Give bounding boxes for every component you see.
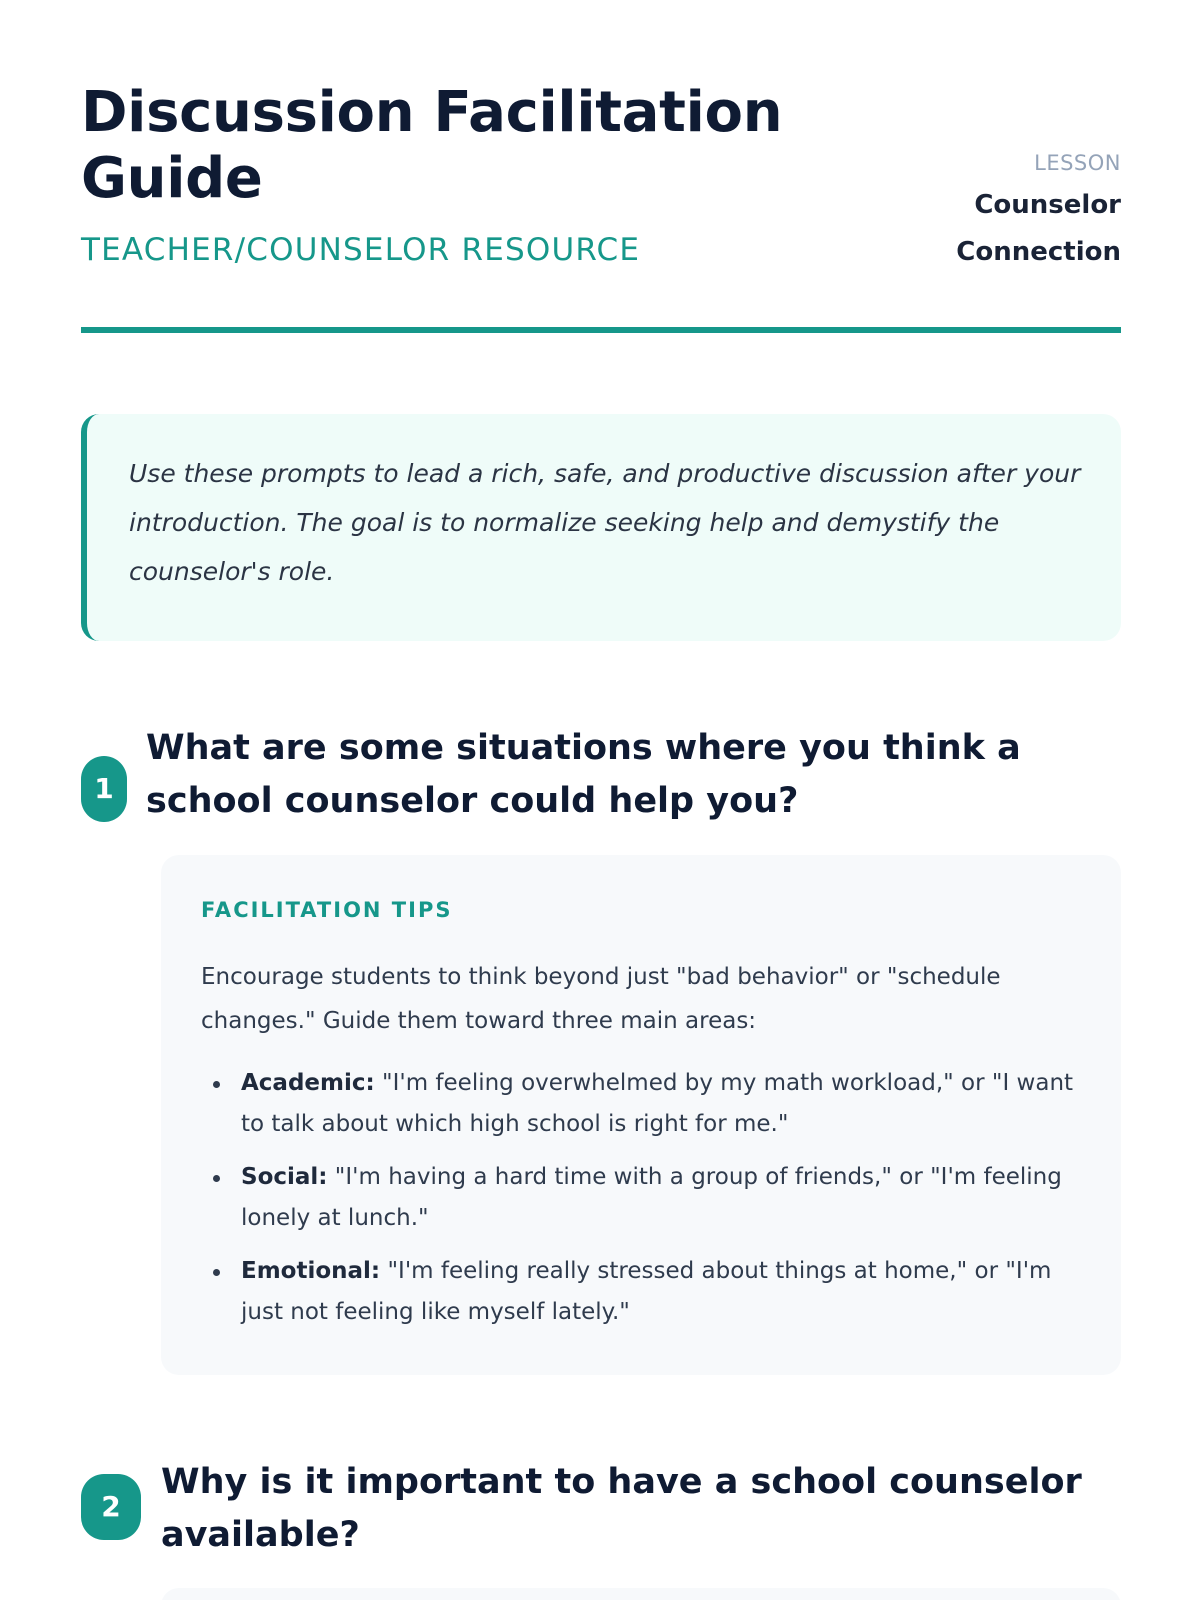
list-item (201, 1063, 1081, 1145)
intro-text: Use these prompts to lead a rich, safe, and productive discussion after your introduction. The goal is to normalize seeking help and demystify the counselor's role. (129, 459, 1081, 586)
tips-list (201, 1063, 1081, 1333)
intro-callout (81, 414, 1121, 641)
list-item (201, 1157, 1081, 1239)
tip-term: Emotional: (241, 1258, 381, 1284)
lesson-name: Counselor Connection (956, 190, 1121, 267)
question-number-badge: 1 (81, 756, 127, 822)
document-header (81, 0, 1121, 335)
lesson-label: LESSON (1034, 151, 1121, 175)
page-title: Discussion Facilitation Guide (81, 80, 783, 211)
tips-intro: Encourage students to think beyond just "bad behavior" or "schedule changes." Guide them toward three main areas: (201, 964, 1001, 1034)
question-number-badge: 2 (81, 1474, 141, 1540)
tip-text: "I'm having a hard time with a group of friends," or "I'm feeling lonely at lunch." (241, 1164, 1062, 1231)
question-text: Why is it important to have a school counselor available? (161, 1462, 1082, 1555)
document-page (81, 0, 1121, 1555)
lesson-info (861, 148, 1121, 276)
question-text: What are some situations where you think a school counselor could help you? (146, 728, 1021, 821)
tip-text: "I'm feeling really stressed about things at home," or "I'm just not feeling like myself lately." (241, 1258, 1052, 1325)
facilitation-tips-card (161, 1588, 1121, 1600)
facilitation-tips-card (161, 855, 1121, 1375)
tip-text: "I'm feeling overwhelmed by my math workload," or "I want to talk about which high school is right for me." (241, 1070, 1074, 1137)
page-subtitle: TEACHER/COUNSELOR RESOURCE (81, 232, 641, 268)
header-divider (81, 327, 1121, 333)
list-item (201, 1251, 1081, 1333)
tip-term: Academic: (241, 1070, 375, 1096)
tip-term: Social: (241, 1164, 328, 1190)
tips-label: FACILITATION TIPS (201, 898, 453, 922)
